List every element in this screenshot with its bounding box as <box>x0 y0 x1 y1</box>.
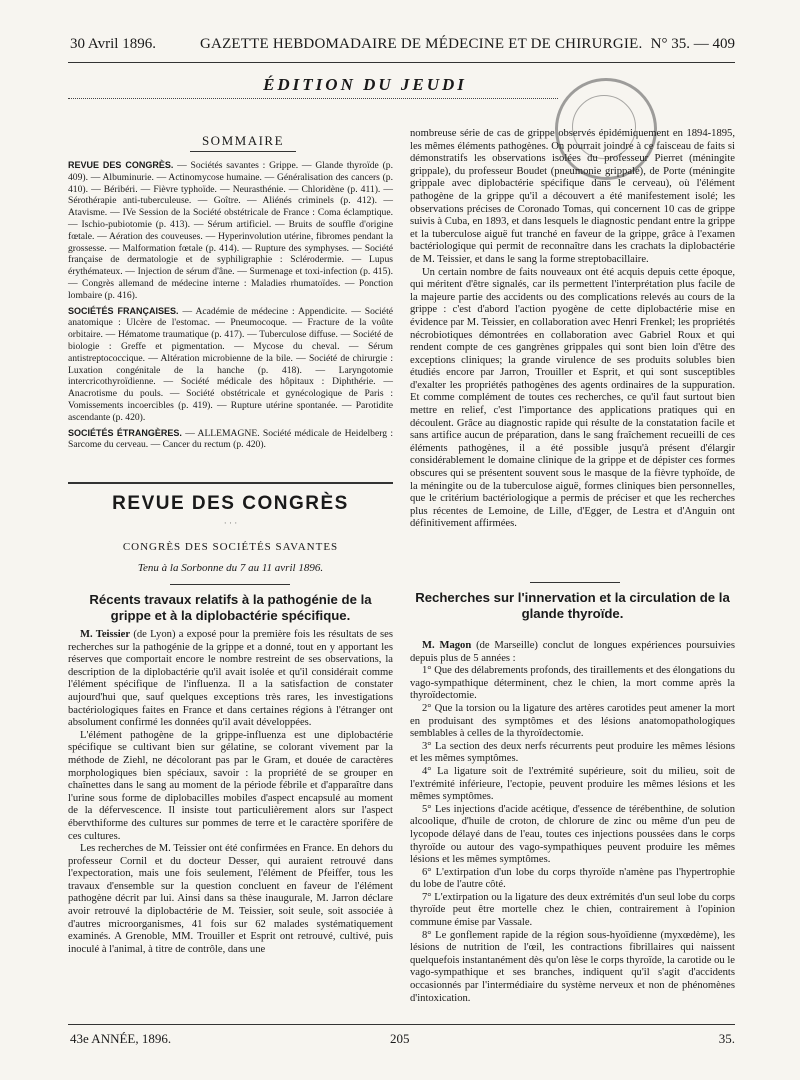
section-rule <box>170 584 290 585</box>
running-header <box>70 36 735 58</box>
paragraph: Un certain nombre de faits nouveaux ont été acquis depuis cette époque, qui méritent d'être signalés, car ils permettent l'interprétation plus facile de la majeure partie des accidents ou des complications relevés au cours de la grippe : c'est d'abord l'action pyogène de cette diplobactérie mise en évidence par M. Teissier, en collaboration avec Henri Frenkel; les propriétés nécrobiotiques démontrées en collaboration avec Gabriel Roux et qui rendent compte de ces gangrènes grippales qui sont bien loin d'être des exceptions cliniques; la grande virulence de ses produits solubles bien étudiés encore par Jarron, Trouiller et Esprit, et qui sont susceptibles d'exalter les propriétés pathogènes des agents ordinaires de la suppuration. Et comme complément de toutes ces recherches, ce qu'il faut surtout bien mettre en relief, c'est l'importance des applications pratiques qui en découlent. Grâce au diagnostic rapide qui résulte de la constatation facile et sans artifice aucun de préparation, dans le sang fraîchement recueilli de ces éléments pathogènes, il a été possible jusqu'à présent d'élargir considérablement le domaine clinique de la grippe et de dépister ces formes obscures qui se présentent souvent sous le masque de la fièvre typhoïde, de la méningite ou de la tuberculose aiguë, formes cliniques bien personnelles, que le critérium bactériologique a permis de préciser et que les recherches plus récentes de Lemoine, de Lille, d'Egger, de Lestra et d'Anguin ont définitivement affirmées. <box>410 266 735 530</box>
sommaire-list <box>68 160 393 455</box>
header-rule <box>68 62 735 63</box>
article2-title: Recherches sur l'innervation et la circulation de la glande thyroïde. <box>415 590 730 621</box>
paragraph: Les recherches de M. Teissier ont été confirmées en France. En dehors du professeur Cornil et du docteur Desser, qui auraient retrouvé dans l'expectoration, mais une fois seulement, l'élément de Pfeiffer, tous les travaux d'ensemble sur la question concluent en faveur de l'élément pathogène décrit par lui. Ainsi dans sa thèse inaugurale, M. Jarron déclare avoir retrouvé la diplobactérie de M. Teissier, soit seule, soit associée à d'autres microorganismes, 41 fois sur 62 malades systématiquement examinés. A Grenoble, MM. Trouiller et Esprit ont retrouvé, cultivé, puis inoculé à l'animal, à titre de contrôle, dans une <box>68 843 393 955</box>
footer-year: 43e ANNÉE, 1896. <box>70 1031 172 1046</box>
revue-title: REVUE DES CONGRÈS <box>112 493 349 514</box>
article1-title: Récents travaux relatifs à la pathogénie de la grippe et à la diplobactérie spécifique. <box>89 592 372 623</box>
footer-rule <box>68 1024 735 1025</box>
list-item: 6° L'extirpation d'un lobe du corps thyroïde n'amène pas l'hypertrophie du lobe de l'autre côté. <box>410 866 735 891</box>
sommaire-section: REVUE DES CONGRÈS. — Sociétés savantes : Grippe. — Glande thyroïde (p. 409). — Albuminurie. — Actinomycose humaine. — Généralisation des cancers (p. 410). — Béribéri. — Fièvre typhoïde. — Neurasthénie. — Chloridène (p. 411). — Sérothérapie anti-tuberculeuse. — Goître. — Aliénés criminels (p. 412). — Atavisme. — IVe Session de la Société obstétricale de France : Coma éclamptique. — Ischio-pubiotomie (p. 413). — Sérum artificiel. — Bruits de souffle d'origine fœtale. — Aération des couveuses. — Hyperinvolution utérine, fibromes pendant la grossesse. — Malformation fœtale (p. 414). — Rupture des symphyses. — Société française de dermatologie et de syphiligraphie : Sclérodermie. — Lupus érythémateux. — Injection de sérum d'âne. — Surmenage et toxi-infection (p. 415). — Congrès allemand de médecine interne : Maladies rhumatoïdes. — Ponction lombaire (p. 416). <box>68 160 393 301</box>
page-footer <box>70 1031 735 1047</box>
edition-rule <box>68 98 558 99</box>
sommaire-title: SOMMAIRE <box>190 133 296 152</box>
list-item: 4° La ligature soit de l'extrémité supérieure, soit du milieu, soit de l'extrémité inférieure, l'ectopie, peuvent produire les mêmes lésions et les mêmes symptômes. <box>410 765 735 803</box>
article-separator <box>530 582 620 583</box>
sommaire-section: SOCIÉTÉS ÉTRANGÈRES. — ALLEMAGNE. Société médicale de Heidelberg : Sarcome du cerveau. — Cancer du rectum (p. 420). <box>68 427 393 451</box>
header-title: GAZETTE HEBDOMADAIRE DE MÉDECINE ET DE CHIRURGIE. <box>200 36 643 52</box>
header-date: 30 Avril 1896. <box>70 36 156 52</box>
congres-subtitle: CONGRÈS DES SOCIÉTÉS SAVANTES <box>122 541 339 553</box>
list-item: 3° La section des deux nerfs récurrents peut produire les mêmes lésions et les mêmes symptômes. <box>410 740 735 765</box>
list-item: 5° Les injections d'acide acétique, d'essence de térébenthine, de solution alcoolique, d'huile de croton, de chlorure de zinc ou même d'un peu de lycopode délayé dans de l'eau, toutes ces injections poussées dans le corps thyroïde ou autour des vago-sympathiques peuvent produire les mêmes lésions et les mêmes symptômes. <box>410 803 735 866</box>
ornament: · · · <box>223 518 238 528</box>
list-item: 2° Que la torsion ou la ligature des artères carotides peut amener la mort en produisant des symptômes et des lésions anatomopathologiques semblables à celles de la thyroïdectomie. <box>410 702 735 740</box>
footer-page: 205 <box>390 1031 410 1046</box>
paragraph: L'élément pathogène de la grippe-influenza est une diplobactérie spécifique se cultivant bien sur gélatine, se colorant vivement par la méthode de Ziehl, ne décolorant pas par le Gram, et douée de caractères morphologiques bien spéciaux, savoir : la propriété de se grouper en chaînettes dans le sang au moment de la période fébrile et d'apparaître dans l'urine sous forme de diplobacilles mobiles d'aspect encapsulé au moment de la défervescence. Il insiste tout particulièrement alors sur l'aspect ébervthiforme des cultures sur pommes de terre et le caractère sporifère de ces cultures. <box>68 729 393 842</box>
sommaire-section: SOCIÉTÉS FRANÇAISES. — Académie de médecine : Appendicite. — Société anatomique : Ulcère de l'estomac. — Pneumocoque. — Fracture de la voûte orbitaire. — Hématome traumatique (p. 417). — Tuberculose diffuse. — Société de biologie : Greffe et pigmentation. — Mycose du cheval. — Sérum antistreptococcique. — Altération microbienne de la bile. — Société de chirurgie : Luxation congénitale de la hanche (p. 418). — Laryngotomie intercricothyroïdienne. — Société médicale des hôpitaux : Diphthérie. — Anacrotisme du pouls. — Société obstétricale et gynécologique de Paris : Vomissements incoercibles (p. 419). — Rupture utérine spontanée. — Parotidite ascendante (p. 420). <box>68 305 393 423</box>
list-item: 8° Le gonflement rapide de la région sous-hyoïdienne (myxœdème), les lésions de nutrition de l'œil, les contractions fibrillaires qui naissent quelquefois instantanément dès qu'on lèse le corps thyroïde, la carotide ou le vago-sympathique et ses branches, indiquent qu'il s'agit d'accidents occasionnés par l'intermédiaire du système nerveux et non de phénomènes d'intoxication. <box>410 929 735 1004</box>
article1-body <box>68 629 393 956</box>
edition-title: ÉDITION DU JEUDI <box>263 75 467 94</box>
paragraph: nombreuse série de cas de grippe observés épidémiquement en 1894-1895, les mêmes éléments pathogènes. On pourrait joindre à ce faisceau de faits si démonstratifs les observations isolées du professeur Pierret (méningite grippale), du professeur Boudet (pneumonie grippale), de Porte (méningite grippale avec diplobactérie spécifique dans le cerveau), où l'élément pathogène de la grippe qu'il a découvert a été manifestement isolé; les observations précises de Coronado Tomas, qui concernent 10 cas de grippe suivis à Cuba, en 1893, et dans lesquels le diagnostic pendant entre la grippe et la tuberculose aiguë fut tranché en faveur de la grippe, grâce à l'examen bactériologique qui permit de reconnaître dans les crachats la diplobactérie de M. Teissier, et dans le sang la forme streptobacillaire. <box>410 128 735 265</box>
footer-number: 35. <box>718 1031 735 1046</box>
article1-continuation <box>410 128 735 531</box>
list-item: 7° L'extirpation ou la ligature des deux extrémités d'un seul lobe du corps thyroïde peut être mortelle chez le chien, contrairement à l'opinion commune émise par Vassale. <box>410 891 735 929</box>
list-item: 1° Que des délabrements profonds, des tiraillements et des élongations du vago-sympathique déterminent, chez le chien, la mort comme après la thyroïdectomie. <box>410 665 735 702</box>
paragraph: M. Teissier (de Lyon) a exposé pour la première fois les résultats de ses recherches sur la pathogénie de la grippe et a donné, tout en y apportant les réserves que comportait encore le nombre restreint de ses observations, la description de la diplobactérie qu'il avait isolée et qu'il considérait comme l'élément spécifique de l'influenza. Il a la satisfaction de constater aujourd'hui que, sauf quelques exceptions très rares, les investigations bactériologiques faites en France et dans certaines régions à l'étranger ont absolument confirmé les données qu'il avait développées. <box>68 629 393 729</box>
paragraph: M. Magon (de Marseille) conclut de longues expériences poursuivies depuis plus de 5 années : <box>410 640 736 664</box>
sommaire-bottom-rule <box>68 482 393 484</box>
article2-body <box>410 640 735 1005</box>
header-number: N° 35. — 409 <box>650 36 735 52</box>
congres-location: Tenu à la Sorbonne du 7 au 11 avril 1896. <box>137 562 324 574</box>
